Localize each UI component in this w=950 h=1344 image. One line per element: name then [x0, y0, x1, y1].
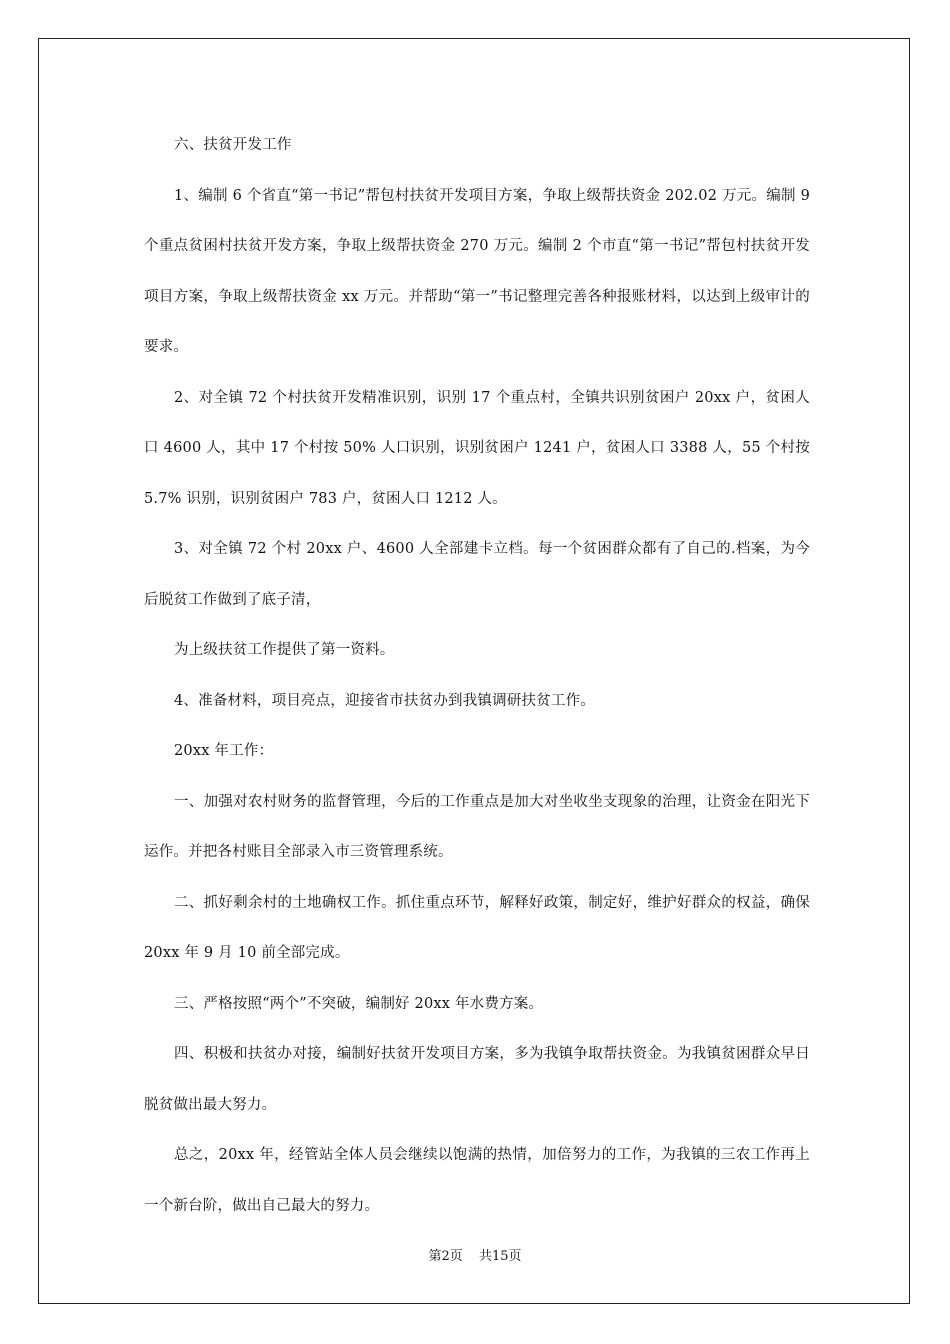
paragraph-plan-3: 三、严格按照“两个”不突破，编制好 20xx 年水费方案。	[174, 995, 544, 1012]
paragraph-item-3: 3、对全镇 72 个村 20xx 户、4600 人全部建卡立档。每一个贫困群众都有了自己的.档案，为今后脱贫工作做到了底子清，	[144, 541, 810, 608]
document-body	[144, 120, 810, 1231]
page-number: 第2页	[428, 1249, 463, 1264]
paragraph-item-3-continued: 为上级扶贫工作提供了第一资料。	[174, 642, 395, 658]
paragraph-plan-4: 四、积极和扶贫办对接，编制好扶贫开发项目方案，多为我镇争取帮扶资金。为我镇贫困群众早日脱贫做出最大努力。	[144, 1046, 810, 1113]
page-footer	[0, 1248, 950, 1266]
paragraph-item-2: 2、对全镇 72 个村扶贫开发精准识别，识别 17 个重点村，全镇共识别贫困户 20xx 户，贫困人口 4600 人，其中 17 个村按 50% 人口识别，识别贫困户 1241 户，贫困人口 3388 人，55 个村按 5.7% 识别，识别贫困户 783 户，贫困人口 1212 人。	[144, 389, 810, 507]
paragraph-plan-1: 一、加强对农村财务的监督管理，今后的工作重点是加大对坐收坐支现象的治理，让资金在阳光下运作。并把各村账目全部录入市三资管理系统。	[144, 793, 810, 860]
paragraph-conclusion: 总之，20xx 年，经管站全体人员会继续以饱满的热情，加倍努力的工作，为我镇的三农工作再上一个新台阶，做出自己最大的努力。	[144, 1147, 810, 1214]
section-heading-poverty-alleviation: 六、扶贫开发工作	[174, 137, 292, 153]
paragraph-item-1: 1、编制 6 个省直“第一书记”帮包村扶贫开发项目方案，争取上级帮扶资金 202.02 万元。编制 9 个重点贫困村扶贫开发方案，争取上级帮扶资金 270 万元。编制 2 个市直“第一书记”帮包村扶贫开发项目方案，争取上级帮扶资金 xx 万元。并帮助“第一”书记整理完善各种报账材料，以达到上级审计的要求。	[144, 187, 810, 355]
paragraph-plan-2: 二、抓好剩余村的土地确权工作。抓住重点环节，解释好政策，制定好，维护好群众的权益，确保 20xx 年 9 月 10 前全部完成。	[144, 894, 810, 961]
paragraph-item-4: 4、准备材料，项目亮点，迎接省市扶贫办到我镇调研扶贫工作。	[174, 692, 596, 709]
section-heading-next-year-work: 20xx 年工作：	[174, 743, 274, 759]
total-pages: 共15页	[478, 1249, 522, 1264]
